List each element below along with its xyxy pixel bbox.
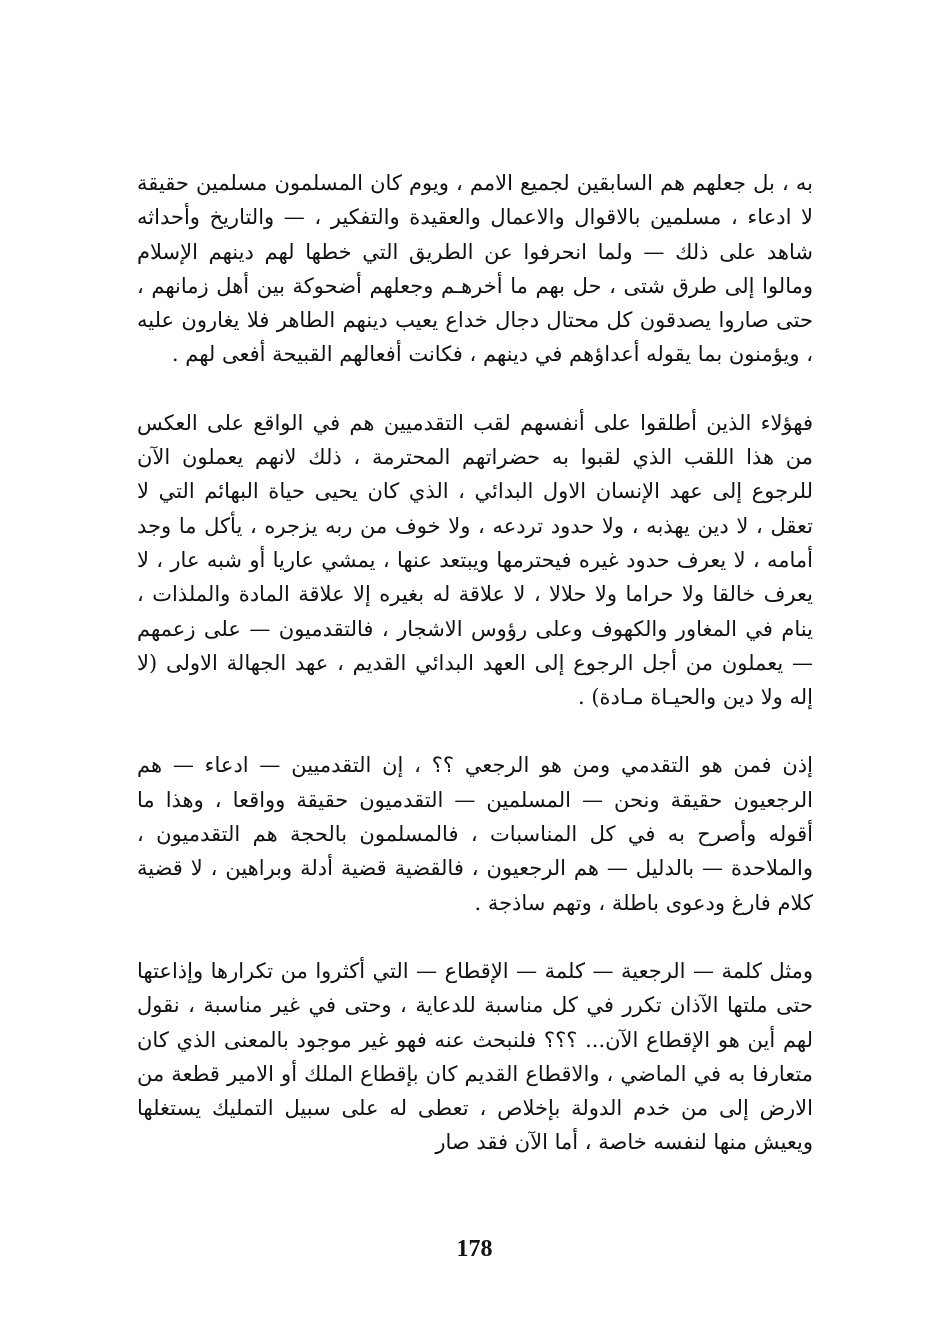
paragraph-2: فهؤلاء الذين أطلقوا على أنفسهم لقب التقدميين هم في الواقع على العكس من هذا اللقب الذي لقبوا به حضراتهم المحترمة ، ذلك لانهم يعملون الآن للرجوع إلى عهد الإنسان الاول البدائي ، الذي كان يحيى حياة البهائم التي لا تعقل ، لا دين يهذبه ، ولا حدود تردعه ، ولا خوف من ربه يزجره ، يأكل ما وجد أمامه ، لا يعرف حدود غيره فيحترمها ويبتعد عنها ، يمشي عاريا أو شبه عار ، لا يعرف خالقا ولا حراما ولا حلالا ، لا علاقة له بغيره إلا علاقة المادة والملذات ، ينام في المغاور والكهوف وعلى رؤوس الاشجار ، فالتقدميون — على زعمهم — يعملون من أجل الرجوع إلى العهد البدائي القديم ، عهد الجهالة الاولى (لا إله ولا دين والحيـاة مـادة) . — [137, 410, 813, 710]
body-text — [137, 166, 813, 1160]
page-number: 178 — [456, 1236, 493, 1262]
paragraph-4: ومثل كلمة — الرجعية — كلمة — الإقطاع — التي أكثروا من تكرارها وإذاعتها حتى ملتها الآذان تكرر في كل مناسبة للدعاية ، وحتى في غير مناسبة ، نقول لهم أين هو الإقطاع الآن... ؟؟؟ فلنبحث عنه فهو غير موجود بالمعنى الذي كان متعارفا به في الماضي ، والاقطاع القديم كان بإقطاع الملك أو الامير قطعة من الارض إلى من خدم الدولة بإخلاص ، تعطى له على سبيل التمليك يستغلها ويعيش منها لنفسه خاصة ، أما الآن فقد صار — [137, 958, 813, 1155]
paragraph-3: إذن فمن هو التقدمي ومن هو الرجعي ؟؟ ، إن التقدميين — ادعاء — هم الرجعيون حقيقة ونحن — المسلمين — التقدميون حقيقة وواقعا ، وهذا ما أقوله وأصرح به في كل المناسبات ، فالمسلمون بالحجة هم التقدميون ، والملاحدة — بالدليل — هم الرجعيون ، فالقضية قضية أدلة وبراهين ، لا قضية كلام فارغ ودعوى باطلة ، وتهم ساذجة . — [137, 753, 813, 915]
paragraph-1: به ، بل جعلهم هم السابقين لجميع الامم ، ويوم كان المسلمون مسلمين حقيقة لا ادعاء ، مسلمين بالاقوال والاعمال والعقيدة والتفكير ، — والتاريخ وأحداثه شاهد على ذلك — ولما انحرفوا عن الطريق التي خطها لهم دينهم الإسلام ومالوا إلى طرق شتى ، حل بهم ما أخرهـم وجعلهم أضحوكة بين أهل زمانهم ، حتى صاروا يصدقون كل محتال دجال خداع يعيب دينهم الطاهر فلا يغارون عليه ، ويؤمنون بما يقوله أعداؤهم في دينهم ، فكانت أفعالهم القبيحة أفعى لهم . — [137, 171, 813, 367]
